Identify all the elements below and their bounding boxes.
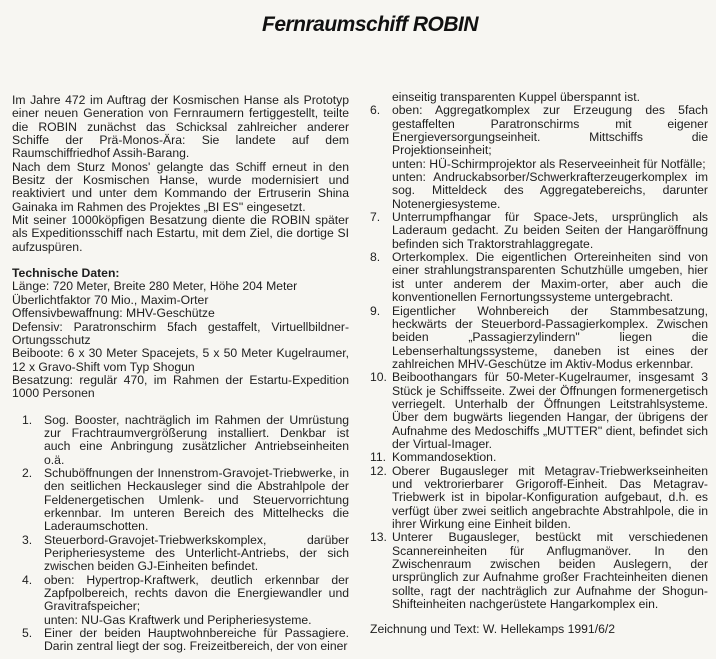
- list-item: [22, 534, 349, 574]
- left-column: [12, 94, 349, 654]
- item-text: Kommandosektion.: [392, 450, 497, 465]
- item-text: Sog. Booster, nachträglich im Rahmen der Umrüstung zur Frachtraumvergrößerung installiert. Denkbar ist auch eine Anbringung zusätzlicher Antriebseinheiten o.ä.: [44, 412, 349, 467]
- item-number: 6.: [370, 103, 381, 118]
- tech-line: Überlichtfaktor 70 Mio., Maxim-Orter: [12, 292, 209, 307]
- item-number: 9.: [370, 303, 381, 318]
- item-number: 1.: [22, 412, 33, 427]
- credit-line: Zeichnung und Text: W. Hellekamps 1991/6/2: [370, 622, 616, 637]
- item-number: 2.: [22, 465, 33, 480]
- list-item: [22, 414, 349, 467]
- item-text: unten: NU-Gas Kraftwerk und Peripheriesysteme.: [44, 612, 312, 627]
- item-number: 11.: [370, 450, 387, 465]
- tech-heading: Technische Daten:: [12, 266, 120, 281]
- list-item: [22, 627, 349, 654]
- list-item: [370, 211, 708, 251]
- page-title: Fernraumschiff ROBIN: [262, 13, 478, 36]
- item-text: Orterkomplex. Die eigentlichen Ortereinheiten sind von einer strahlungstransparenten Schutzhülle umgeben, hier ist unter anderem der Maxim-orter, aber auch die konventionellen Fernortungssysteme untergebracht.: [392, 250, 708, 305]
- item-text: einseitig transparenten Kuppel überspannt ist.: [392, 90, 640, 104]
- tech-line: Besatzung: regulär 470, im Rahmen der Estartu-Expedition 1000 Personen: [12, 372, 349, 401]
- item-text: Schuböffnungen der Innenstrom-Gravojet-Triebwerke, in den seitlichen Heckausleger sind die Abstrahlpole der Feldenergetischen Umlenk- und Steuervorrichtung erkennbar. Im unteren Bereich des Mittelhecks die Laderaumschotten.: [44, 465, 349, 534]
- item-number: 4.: [22, 572, 33, 587]
- list-item-continuation: [370, 91, 708, 104]
- item-number: 13.: [370, 530, 387, 545]
- item-text: Unterer Bugausleger, bestückt mit verschiedenen Scannereinheiten für Anflugmanöver. In den Zwischenraum zwischen beiden Auslegern, der ursprünglich zur Aufnahme großer Frachteinheiten dienen sollte, ragt der nachträglich zur Aufnahme der Shogun-Shifteinheiten nachgerüstete Hangarkomplex ein.: [392, 530, 708, 612]
- intro-paragraph: Mit seiner 1000köpfigen Besatzung diente die ROBIN später als Expeditionsschiff nach Estartu, mit dem Ziel, die dortige SI aufzuspüren.: [12, 213, 349, 254]
- list-item: [370, 465, 708, 532]
- item-text: unten: HÜ-Schirmprojektor als Reserveeinheit für Notfälle;: [392, 156, 706, 171]
- list-item: [370, 251, 708, 304]
- list-item: [370, 531, 708, 611]
- list-item: [370, 371, 708, 451]
- item-text: Oberer Bugausleger mit Metagrav-Triebwerkseinheiten und vektrorierbarer Grigoroff-Einheit. Das Metagrav-Triebwerk ist in bipolar-Konfiguration aufgebaut, d.h. es verfügt über zwei seitlich angebrachte Abstrahlpole, die in ihrer Wirkung eine Einheit bilden.: [392, 463, 708, 531]
- list-item: [22, 467, 349, 534]
- item-number: 7.: [370, 210, 381, 225]
- item-number: 3.: [22, 532, 33, 547]
- item-text: oben: Hypertrop-Kraftwerk, deutlich erkennbar der Zapfpolbereich, rechts davon die Energiewandler und Gravitrafspeicher;: [44, 572, 349, 614]
- item-text: Einer der beiden Hauptwohnbereiche für Passagiere. Darin zentral liegt der sog. Freizeitbereich, der von einer: [44, 626, 349, 654]
- intro-paragraph: Nach dem Sturz Monos' gelangte das Schiff erneut in den Besitz der Kosmischen Hanse, wurde modernisiert und reaktiviert und unter dem Kommando der Ertruserin Shina Gainaka im Rahmen des Projektes „BI ES" eingesetzt.: [12, 159, 349, 214]
- list-item: [370, 305, 708, 372]
- item-text: Eigentlicher Wohnbereich der Stammbesatzung, heckwärts der Steuerbord-Passagierkomplex. Zwischen beiden „Passagierzylindern" liegen die Lebenserhaltungssysteme, daneben ist eines der zahlreichen MHV-Geschütze im Aktiv-Modus erkennbar.: [392, 303, 708, 371]
- intro-paragraph: Im Jahre 472 im Auftrag der Kosmischen Hanse als Prototyp einer neuen Generation von Fernraumern fertiggestellt, teilte die ROBIN zunächst das Schicksal zahlreicher anderer Schiffe der Prä-Monos-Ära: Sie landete auf dem Raumschiffriedhof Assih-Barang.: [12, 93, 349, 161]
- right-column: [370, 91, 708, 637]
- list-item: [370, 104, 708, 211]
- list-item: [370, 451, 708, 464]
- tech-line: Defensiv: Paratronschirm 5fach gestaffelt, Virtuellbildner-Ortungsschutz: [12, 319, 349, 347]
- item-text: Unterrumpfhangar für Space-Jets, ursprünglich als Laderaum gedacht. Zu beiden Seiten der Hangaröffnung befinden sich Traktorstrahlaggregate.: [392, 210, 708, 251]
- tech-line: Offensivbewaffnung: MHV-Geschütze: [12, 306, 215, 321]
- item-number: 5.: [22, 626, 33, 641]
- item-text: oben: Aggregatkomplex zur Erzeugung des 5fach gestaffelten Paratronschirms mit eigener Energieversorgungseinheit. Mittschiffs die Projektionseinheit;: [392, 103, 708, 158]
- item-text: unten: Andruckabsorber/Schwerkrafterzeugerkomplex im sog. Mitteldeck des Aggregatebereichs, darunter Notenergiesysteme.: [392, 170, 708, 211]
- item-text: Beiboothangars für 50-Meter-Kugelraumer, insgesamt 3 Stück je Schiffsseite. Zwei der Öffnungen formenergetisch verriegelt. Unterhalb der Öffnungen Leitstrahlsysteme. Über dem bugwärts liegenden Hangar, der übrigens der Aufnahme des Medoschiffs „MUTTER" dient, befindet sich der Virtual-Imager.: [392, 370, 708, 451]
- item-number: 10.: [370, 370, 387, 385]
- item-number: 8.: [370, 250, 381, 265]
- item-text: Steuerbord-Gravojet-Triebwerkskomplex, darüber Peripheriesysteme des Unterlicht-Antriebs, der sich zwischen beiden GJ-Einheiten befindet.: [44, 532, 349, 574]
- item-number: 12.: [370, 463, 387, 478]
- list-item: [22, 574, 349, 627]
- tech-line: Beiboote: 6 x 30 Meter Spacejets, 5 x 50 Meter Kugelraumer, 12 x Gravo-Shift vom Typ Shogun: [12, 346, 349, 374]
- tech-line: Länge: 720 Meter, Breite 280 Meter, Höhe 204 Meter: [12, 279, 298, 294]
